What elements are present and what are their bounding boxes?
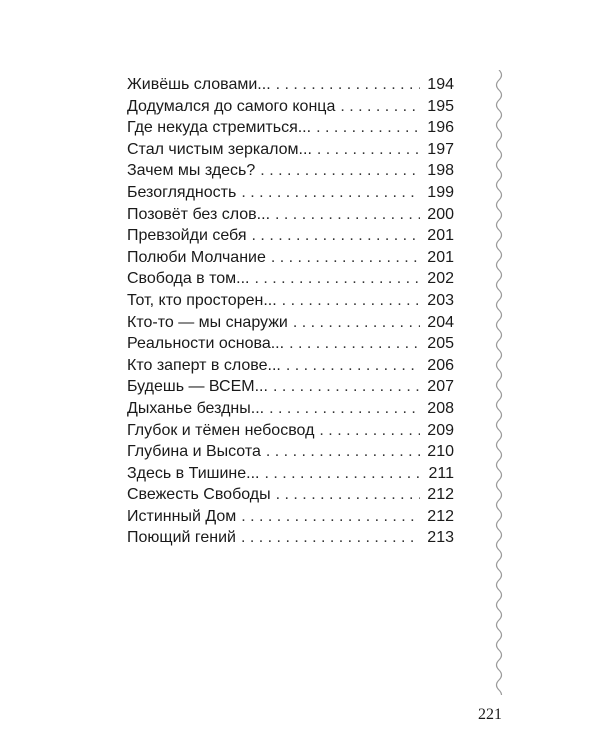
dot-leader xyxy=(340,96,420,118)
toc-entry-page: 201 xyxy=(427,248,454,266)
toc-entry-page: 212 xyxy=(427,486,454,504)
toc-entry[interactable] xyxy=(127,268,454,290)
toc-entry-page: 204 xyxy=(427,313,454,331)
toc-entry-page: 196 xyxy=(427,119,454,137)
toc-entry[interactable] xyxy=(127,74,454,96)
toc-entry-title: Дыханье бездны... xyxy=(127,399,265,417)
toc-entry[interactable] xyxy=(127,506,454,528)
toc-entry-title: Зачем мы здесь? xyxy=(127,162,256,180)
dot-leader xyxy=(273,376,420,398)
toc-entry-title: Свежесть Свободы xyxy=(127,486,271,504)
dot-leader xyxy=(269,398,420,420)
dot-leader xyxy=(241,182,420,204)
toc-entry[interactable] xyxy=(127,312,454,334)
dot-leader xyxy=(271,247,420,269)
dot-leader xyxy=(264,463,420,485)
toc-entry[interactable] xyxy=(127,398,454,420)
wavy-margin-border xyxy=(492,70,506,695)
toc-entry-title: Позовёт без слов... xyxy=(127,205,271,223)
toc-entry-page: 206 xyxy=(427,356,454,374)
dot-leader xyxy=(282,290,420,312)
dot-leader xyxy=(260,160,420,182)
toc-entry-page: 194 xyxy=(427,76,454,93)
toc-entry-title: Глубок и тёмен небосвод xyxy=(127,421,315,439)
dot-leader xyxy=(289,333,420,355)
dot-leader xyxy=(241,527,420,549)
toc-entry-page: 208 xyxy=(427,399,454,417)
dot-leader xyxy=(317,139,420,161)
toc-entry-page: 205 xyxy=(427,335,454,353)
toc-entry-page: 213 xyxy=(427,529,454,547)
toc-entry-page: 203 xyxy=(427,291,454,309)
toc-entry[interactable] xyxy=(127,333,454,355)
toc-entry-title: Где некуда стремиться... xyxy=(127,119,312,137)
toc-entry-page: 202 xyxy=(427,270,454,288)
toc-entry[interactable] xyxy=(127,441,454,463)
page-number: 221 xyxy=(478,706,502,723)
toc-entry-title: Свобода в том... xyxy=(127,270,250,288)
table-of-contents xyxy=(127,74,454,549)
toc-entry-title: Будешь — ВСЕМ... xyxy=(127,378,268,396)
toc-entry[interactable] xyxy=(127,290,454,312)
toc-entry-title: Тот, кто просторен... xyxy=(127,291,277,309)
dot-leader xyxy=(266,441,420,463)
toc-entry[interactable] xyxy=(127,225,454,247)
toc-entry-page: 211 xyxy=(428,464,454,482)
toc-entry[interactable] xyxy=(127,160,454,182)
dot-leader xyxy=(255,268,421,290)
toc-entry-page: 212 xyxy=(427,507,454,525)
toc-entry[interactable] xyxy=(127,527,454,549)
toc-entry-title: Глубина и Высота xyxy=(127,443,261,461)
dot-leader xyxy=(276,484,420,506)
dot-leader xyxy=(319,420,420,442)
toc-entry-page: 199 xyxy=(427,183,454,201)
toc-entry-title: Додумался до самого конца xyxy=(127,97,336,115)
toc-entry-title: Стал чистым зеркалом... xyxy=(127,140,312,158)
toc-entry-title: Кто-то — мы снаружи xyxy=(127,313,288,331)
toc-entry-page: 210 xyxy=(427,443,454,461)
toc-entry-title: Здесь в Тишине... xyxy=(127,464,260,482)
toc-entry[interactable] xyxy=(127,484,454,506)
toc-entry[interactable] xyxy=(127,355,454,377)
dot-leader xyxy=(252,225,420,247)
toc-entry[interactable] xyxy=(127,117,454,139)
toc-entry-title: Живёшь словами... xyxy=(127,76,271,93)
toc-entry-title: Реальности основа... xyxy=(127,335,285,353)
toc-entry[interactable] xyxy=(127,139,454,161)
toc-entry-title: Кто заперт в слове... xyxy=(127,356,281,374)
toc-entry-page: 207 xyxy=(427,378,454,396)
toc-entry-title: Поющий гений xyxy=(127,529,236,547)
toc-entry[interactable] xyxy=(127,204,454,226)
toc-entry-title: Истинный Дом xyxy=(127,507,237,525)
dot-leader xyxy=(316,117,420,139)
dot-leader xyxy=(275,204,420,226)
toc-entry-page: 198 xyxy=(427,162,454,180)
toc-entry[interactable] xyxy=(127,420,454,442)
toc-entry-page: 209 xyxy=(427,421,454,439)
dot-leader xyxy=(241,506,420,528)
toc-entry[interactable] xyxy=(127,182,454,204)
toc-entry-title: Превзойди себя xyxy=(127,227,247,245)
toc-entry-page: 201 xyxy=(427,227,454,245)
toc-entry[interactable] xyxy=(127,463,454,485)
dot-leader xyxy=(286,355,420,377)
toc-entry-title: Полюби Молчание xyxy=(127,248,266,266)
toc-entry-page: 197 xyxy=(427,140,454,158)
toc-entry-page: 195 xyxy=(427,97,454,115)
toc-entry[interactable] xyxy=(127,247,454,269)
toc-entry-title: Безоглядность xyxy=(127,183,237,201)
dot-leader xyxy=(276,74,420,96)
dot-leader xyxy=(293,312,420,334)
toc-entry[interactable] xyxy=(127,376,454,398)
toc-entry[interactable] xyxy=(127,96,454,118)
toc-entry-page: 200 xyxy=(427,205,454,223)
